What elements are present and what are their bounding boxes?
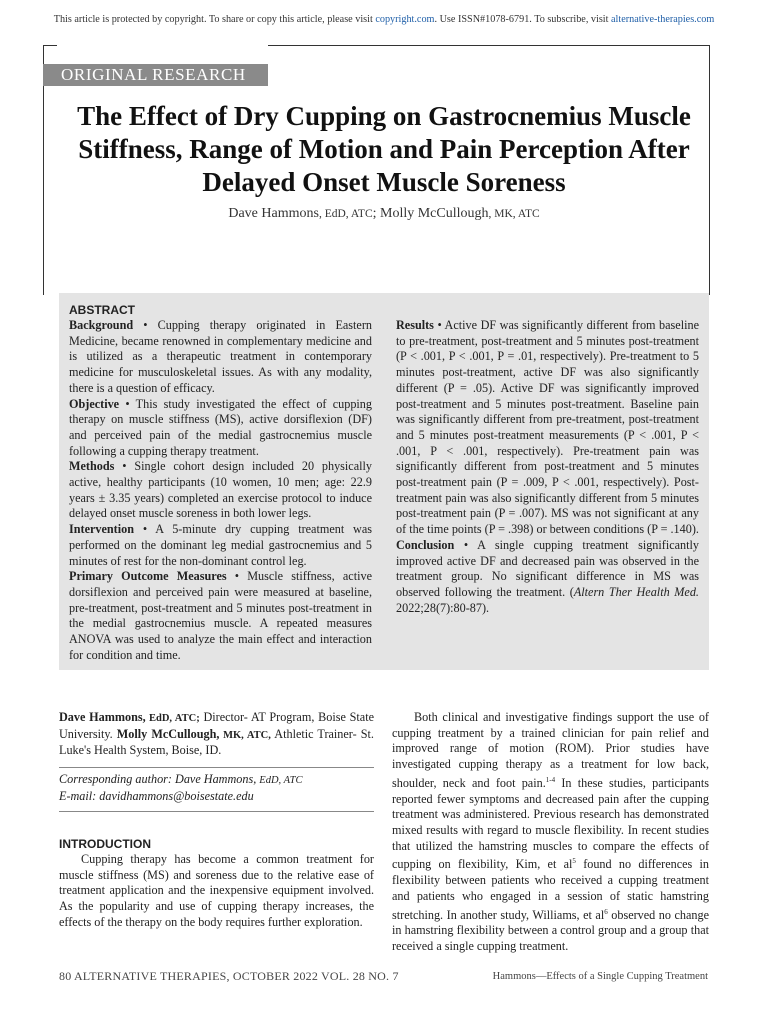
section-label: ORIGINAL RESEARCH [61,65,246,84]
label: Objective [69,396,120,411]
body-right-column [392,710,709,955]
text: In these studies, participants reported fewer symptoms and decreased pain after the cupping treatment was administered. Previous research has demonstrated mixed results with regard to muscle flexibility. In recent studies that utilized the hamstring muscles to compare the effects of cupping on flexibility, Kim, et al [392,775,709,872]
correspondence [59,772,374,804]
copyright-link[interactable]: copyright.com [375,14,435,25]
article-title: The Effect of Dry Cupping on Gastrocnemius Muscle Stiffness, Range of Motion and Pain Perception After Delayed Onset Muscle Soreness [77,101,691,197]
corresponding-author [59,772,374,789]
reference-marker: 5 [572,857,576,866]
text: • A single cupping treatment significantly improved active DF and decreased pain was observed in the treatment group. No significant difference in MS was observed following the treatment. ( [396,537,699,599]
reference-marker: 6 [604,907,608,916]
abstract-objective [69,397,372,460]
corresponding-email[interactable]: E-mail: davidhammons@boisestate.edu [59,788,254,803]
affiliation-name: Molly McCullough, [116,726,220,741]
text: • Muscle stiffness, active dorsiflexion and perceived pain were measured at baseline, pre-treatment, post-treatment and 5 minutes post-treatment in the medial gastrocnemius muscle. A repeated measures ANOVA was used to analyze the main effect and interaction for condition and time. [69,569,372,662]
abstract-methods [69,459,372,522]
footer-running-title: Hammons—Effects of a Single Cupping Treatment [492,971,708,982]
author-credentials: , MK, ATC [488,208,540,220]
frame-line [43,45,57,46]
footer-journal: 80 ALTERNATIVE THERAPIES, OCTOBER 2022 VOL. 28 NO. 7 [59,969,399,983]
text: • Active DF was significantly different from baseline to pre-treatment, post-treatment and 5 minutes post-treatment (P < .001, P < .001, P = .01, respectively). Pre-treatment to 5 minutes post-treatment, active DF was also significantly different (P = .05). Active DF was significantly improved post-treatment and 5 minutes post-treatment. Baseline pain was significantly different from pre-treatment, post-treatment and 5 minutes post-treatment measurements (P < .001, P < .001, P < .001, respectively). Pre-treatment pain was significantly different from post-treatment and 5 minutes post-treatment pain (P = .009, P < .001, respectively). Post-treatment pain was also significantly different from 5 minutes post-treatment pain (P = .007). MS was not significant at any of the time points (P = .398) or between conditions (P = .140). [396,318,699,537]
text: • Cupping therapy originated in Eastern Medicine, became renowned in complementary medicine and is utilized as a therapeutic treatment in contemporary medicine for musculoskeletal issues. As with any modality, there is a question of efficacy. [69,318,372,395]
author-name: Molly McCullough [380,206,489,221]
abstract-outcome [69,569,372,663]
corr-credentials: EdD, ATC [259,775,303,786]
copyright-text: This article is protected by copyright. To share or copy this article, please visit [53,14,376,25]
affiliation-text: Director- AT Program, Boise State University. [59,710,374,741]
affiliation-credentials: EdD, ATC; [145,713,200,724]
abstract-conclusion [396,538,699,617]
label: Intervention [69,522,134,537]
abstract-heading: ABSTRACT [69,303,135,317]
abstract-intervention [69,522,372,569]
text: • Single cohort design included 20 physically active, healthy participants (10 women, 10 men; age: 22.9 years ± 3.35 years) completed an exercise protocol to induce delayed onset muscle soreness in both lower legs. [69,459,372,521]
reference-marker: 1-4 [545,775,556,784]
corr-text: Corresponding author: Dave Hammons, [59,772,260,786]
label: Methods [69,459,115,474]
text: • This study investigated the effect of cupping therapy on muscle stiffness (MS), active dorsiflexion (DF) and perceived pain of the medial gastrocnemius muscle following a cupping therapy treatment. [69,396,372,458]
citation: Altern Ther Health Med. [573,584,699,599]
label: Primary Outcome Measures [69,569,227,584]
author-separator: ; [372,206,380,221]
affiliation-name: Dave Hammons, [59,710,146,724]
introduction-text [59,852,374,931]
text: • A 5-minute dry cupping treatment was performed on the dominant leg medial gastrocnemius and 5 minutes of rest for the non-dominant control leg. [69,522,372,568]
copyright-text-mid: . Use ISSN#1078-6791. To subscribe, visit [434,14,612,25]
text: Both clinical and investigative findings support the use of cupping treatment by a trained clinician for pain relief and improved range of motion (ROM). Prior studies have investigated cupping therapy as a treatment for low back, shoulder, neck and foot pain. [392,710,709,790]
divider [59,811,374,812]
label: Results [396,318,434,332]
author-line [50,206,718,222]
intro-paragraph: Cupping therapy has become a common treatment for muscle stiffness (MS) and soreness due to the relative ease of treatment application and the inexpensive equipment involved. As the popularity and use of cupping therapy increases, the effects of the therapy on the body requires further exploration. [59,852,374,929]
subscribe-link[interactable]: alternative-therapies.com [611,14,715,25]
copyright-notice [0,14,768,25]
author-name: Dave Hammons [228,206,319,221]
abstract-background [69,318,372,397]
divider [59,767,374,768]
affiliations [59,710,374,759]
abstract-results [396,318,699,538]
introduction-heading: INTRODUCTION [59,837,151,851]
label: Background [69,318,134,332]
text: found no differences in flexibility between patients who received a cupping treatment and patients who engaged in a session of static hamstring stretching. In another study, Williams, et al [392,857,710,922]
text: observed no change in hamstring flexibility between a control group and a group that received a single cupping treatment. [392,907,709,954]
affiliation-credentials: MK, ATC, [219,729,271,741]
body-paragraph [392,710,709,955]
abstract-left-column [69,318,372,663]
abstract-right-column [396,318,699,616]
frame-line [268,45,710,46]
affiliation-text: Athletic Trainer- St. Luke's Health System, Boise, ID. [59,726,374,758]
label: Conclusion [396,537,455,552]
citation-tail: 2022;28(7):80-87). [396,600,490,615]
section-banner [43,64,268,86]
author-credentials: , EdD, ATC [318,208,373,220]
